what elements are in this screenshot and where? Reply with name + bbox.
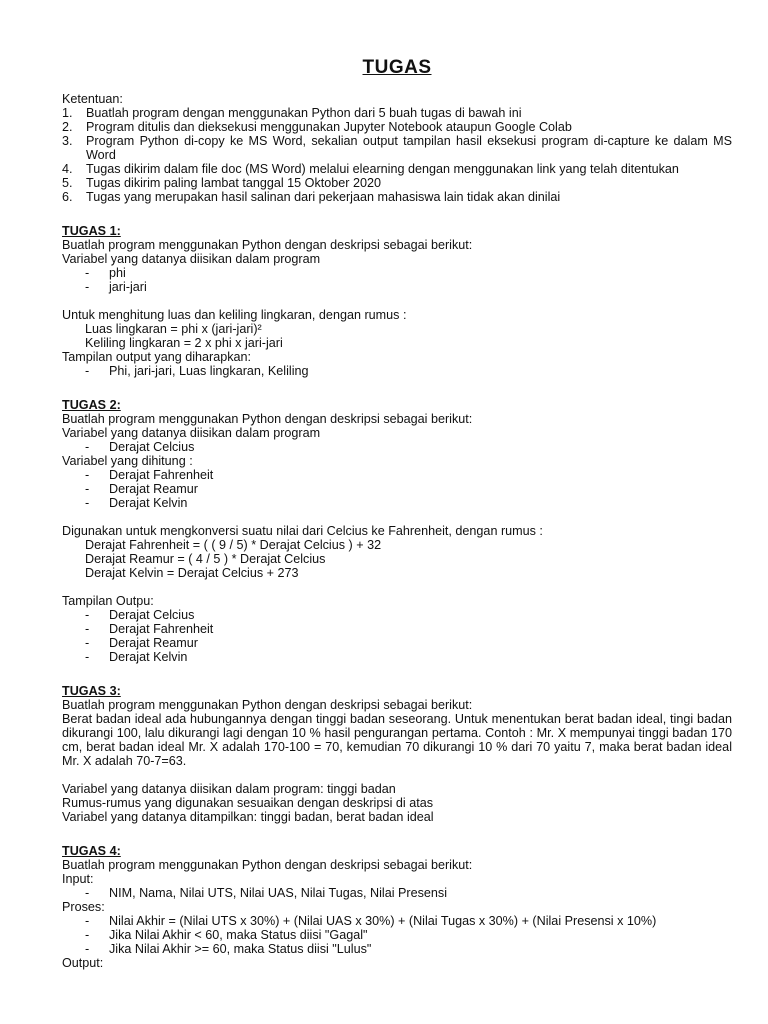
- ketentuan-list: [62, 106, 732, 204]
- list-item-text: NIM, Nama, Nilai UTS, Nilai UAS, Nilai Tugas, Nilai Presensi: [109, 886, 448, 900]
- tugas-4-input-label: Input:: [62, 872, 94, 886]
- tugas-1-rumus-label: Untuk menghitung luas dan keliling lingkaran, dengan rumus :: [62, 308, 407, 322]
- item-text: Tugas dikirim paling lambat tanggal 15 Oktober 2020: [86, 176, 381, 190]
- list-item: - Jika Nilai Akhir >= 60, maka Status diisi "Lulus": [62, 942, 732, 956]
- list-item-text: Derajat Celcius: [109, 440, 195, 454]
- list-item: - Derajat Celcius: [62, 440, 732, 454]
- tugas-3-line: Variabel yang datanya diisikan dalam program: tinggi badan: [62, 782, 396, 796]
- tugas-2-rumus-line: Derajat Fahrenheit = ( ( 9 / 5) * Derajat Celcius ) + 32: [85, 538, 382, 552]
- list-item-text: Jika Nilai Akhir >= 60, maka Status diisi "Lulus": [109, 942, 372, 956]
- ketentuan-item: [62, 176, 732, 190]
- tugas-3-intro: Buatlah program menggunakan Python dengan deskripsi sebagai berikut:: [62, 698, 473, 712]
- tugas-4-intro: Buatlah program menggunakan Python dengan deskripsi sebagai berikut:: [62, 858, 473, 872]
- list-item: - Derajat Kelvin: [62, 496, 732, 510]
- tugas-1-rumus-line: Luas lingkaran = phi x (jari-jari)²: [85, 322, 262, 336]
- list-item: - Derajat Fahrenheit: [62, 468, 732, 482]
- list-item: - Derajat Kelvin: [62, 650, 732, 664]
- list-item-text: Derajat Fahrenheit: [109, 468, 214, 482]
- tugas-2-rumus-line: Derajat Reamur = ( 4 / 5 ) * Derajat Celcius: [85, 552, 326, 566]
- tugas-3-line: Variabel yang datanya ditampilkan: tinggi badan, berat badan ideal: [62, 810, 434, 824]
- tugas-2-var-label: Variabel yang datanya diisikan dalam program: [62, 426, 321, 440]
- ketentuan-item: [62, 134, 732, 162]
- tugas-4-proses-label: Proses:: [62, 900, 105, 914]
- list-item: - NIM, Nama, Nilai UTS, Nilai UAS, Nilai Tugas, Nilai Presensi: [62, 886, 732, 900]
- tugas-3-line: Rumus-rumus yang digunakan sesuaikan dengan deskripsi di atas: [62, 796, 434, 810]
- tugas-4-output-label: Output:: [62, 956, 104, 970]
- ketentuan-item: [62, 106, 732, 120]
- list-item-text: Derajat Celcius: [109, 608, 195, 622]
- tugas-2-section: [62, 398, 732, 664]
- item-number: 6.: [62, 190, 73, 204]
- tugas-4-heading: TUGAS 4:: [62, 844, 121, 858]
- list-item-text: Derajat Reamur: [109, 482, 198, 496]
- ketentuan-section: [62, 92, 732, 204]
- list-item: - Jika Nilai Akhir < 60, maka Status diisi "Gagal": [62, 928, 732, 942]
- tugas-2-rumus-label: Digunakan untuk mengkonversi suatu nilai dari Celcius ke Fahrenheit, dengan rumus :: [62, 524, 543, 538]
- tugas-2-output-label: Tampilan Outpu:: [62, 594, 154, 608]
- tugas-2-output-list: [62, 608, 732, 664]
- tugas-3-section: [62, 684, 732, 824]
- item-text: Tugas dikirim dalam file doc (MS Word) melalui elearning dengan menggunakan link yang telah ditentukan: [86, 162, 679, 176]
- tugas-2-heading: TUGAS 2:: [62, 398, 121, 412]
- tugas-2-calc-list: [62, 468, 732, 510]
- item-number: 2.: [62, 120, 73, 134]
- list-item: - Derajat Reamur: [62, 482, 732, 496]
- tugas-1-var-list: [62, 266, 732, 294]
- list-item-text: Derajat Fahrenheit: [109, 622, 214, 636]
- item-text: Program Python di-copy ke MS Word, sekalian output tampilan hasil eksekusi program di-capture ke dalam MS Word: [86, 134, 732, 162]
- list-item-text: phi: [109, 266, 126, 280]
- tugas-1-var-label: Variabel yang datanya diisikan dalam program: [62, 252, 321, 266]
- list-item: - Phi, jari-jari, Luas lingkaran, Keliling: [62, 364, 732, 378]
- tugas-1-section: [62, 224, 732, 378]
- tugas-4-input-list: [62, 886, 732, 900]
- tugas-4-proses-list: [62, 914, 732, 956]
- ketentuan-item: [62, 120, 732, 134]
- tugas-2-calc-label: Variabel yang dihitung :: [62, 454, 193, 468]
- tugas-2-intro: Buatlah program menggunakan Python dengan deskripsi sebagai berikut:: [62, 412, 473, 426]
- tugas-1-intro: Buatlah program menggunakan Python dengan deskripsi sebagai berikut:: [62, 238, 473, 252]
- tugas-2-var-list: [62, 440, 732, 454]
- list-item-text: Derajat Reamur: [109, 636, 198, 650]
- item-number: 1.: [62, 106, 73, 120]
- item-number: 5.: [62, 176, 73, 190]
- list-item: - Derajat Celcius: [62, 608, 732, 622]
- list-item-text: Jika Nilai Akhir < 60, maka Status diisi "Gagal": [109, 928, 368, 942]
- item-number: 4.: [62, 162, 73, 176]
- item-text: Program ditulis dan dieksekusi menggunakan Jupyter Notebook ataupun Google Colab: [86, 120, 572, 134]
- list-item-text: Phi, jari-jari, Luas lingkaran, Keliling: [109, 364, 309, 378]
- tugas-2-rumus-line: Derajat Kelvin = Derajat Celcius + 273: [85, 566, 299, 580]
- list-item-text: Derajat Kelvin: [109, 496, 188, 510]
- list-item-text: Derajat Kelvin: [109, 650, 188, 664]
- list-item-text: Nilai Akhir = (Nilai UTS x 30%) + (Nilai UAS x 30%) + (Nilai Tugas x 30%) + (Nilai Presensi x 10%): [109, 914, 657, 928]
- item-number: 3.: [62, 134, 73, 148]
- item-text: Tugas yang merupakan hasil salinan dari pekerjaan mahasiswa lain tidak akan dinilai: [86, 190, 561, 204]
- item-text: Buatlah program dengan menggunakan Python dari 5 buah tugas di bawah ini: [86, 106, 522, 120]
- tugas-4-section: [62, 844, 732, 970]
- list-item-text: jari-jari: [109, 280, 147, 294]
- list-item: - jari-jari: [62, 280, 732, 294]
- list-item: - phi: [62, 266, 732, 280]
- tugas-1-rumus-line: Keliling lingkaran = 2 x phi x jari-jari: [85, 336, 283, 350]
- tugas-1-output-label: Tampilan output yang diharapkan:: [62, 350, 252, 364]
- ketentuan-item: [62, 190, 732, 204]
- tugas-1-heading: TUGAS 1:: [62, 224, 121, 238]
- tugas-3-paragraph: Berat badan ideal ada hubungannya dengan tinggi badan seseorang. Untuk menentukan berat badan ideal, tingi badan dikurangi 100, lalu dikurangi lagi dengan 10 % hasil pengurangan pertama. Contoh : Mr. X mempunyai tinggi badan 170 cm, berat badan ideal Mr. X adalah 170-100 = 70, kemudian 70 dikurangi 10 % dari 70 yaitu 7, maka berat badan ideal Mr. X adalah 70-7=63.: [62, 712, 732, 768]
- tugas-3-heading: TUGAS 3:: [62, 684, 121, 698]
- tugas-1-output-list: [62, 364, 732, 378]
- list-item: - Nilai Akhir = (Nilai UTS x 30%) + (Nilai UAS x 30%) + (Nilai Tugas x 30%) + (Nilai Presensi x 10%): [62, 914, 732, 928]
- list-item: - Derajat Reamur: [62, 636, 732, 650]
- page-title: TUGAS: [362, 57, 432, 78]
- ketentuan-item: [62, 162, 732, 176]
- ketentuan-label: Ketentuan:: [62, 92, 123, 106]
- list-item: - Derajat Fahrenheit: [62, 622, 732, 636]
